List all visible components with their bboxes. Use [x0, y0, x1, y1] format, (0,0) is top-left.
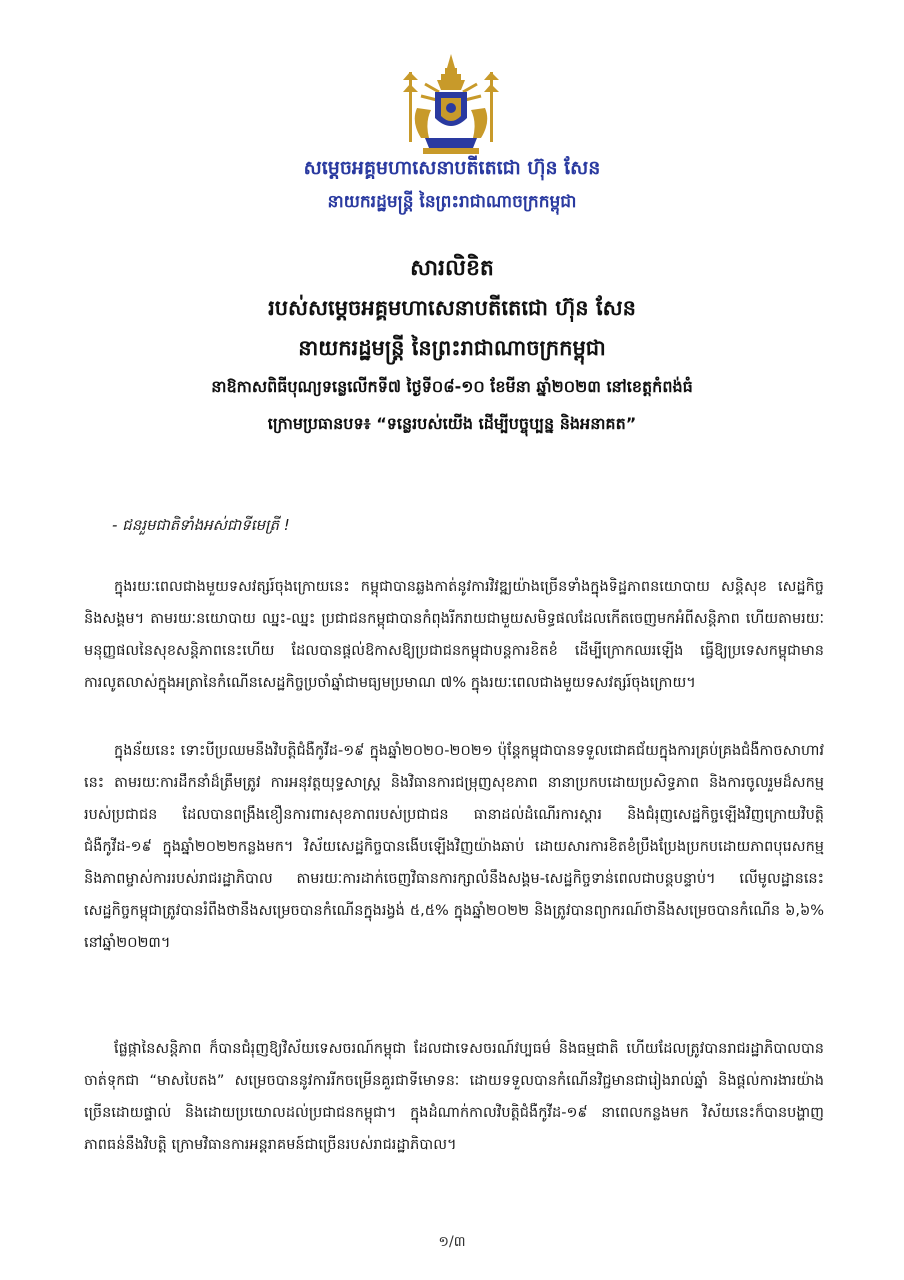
title-occasion: នាឱកាសពិធីបុណ្យទន្លេលើកទី៧ ថ្ងៃទី០៨-១០ ខែមីនា ឆ្នាំ២០២៣ នៅខេត្តកំពង់ធំ	[211, 377, 693, 396]
body-paragraph-3: ផ្លែផ្កានៃសន្តិភាព ក៏បានជំរុញឱ្យវិស័យទេសចរណ៍កម្ពុជា ដែលជាទេសចរណ៍វប្បធម៌ និងធម្មជាតិ ហើយដែលត្រូវបានរាជរដ្ឋាភិបាលបានចាត់ទុកជា “មាសបៃតង” សម្រេចបាននូវការរីកចម្រើនគួរជាទីមោទនៈ ដោយទទួលបានកំណើនវិជ្ជមានជារៀងរាល់ឆ្នាំ និងផ្តល់ការងារយ៉ាងច្រើនដោយផ្ទាល់ និងដោយប្រយោលដល់ប្រជាជនកម្ពុជា។ ក្នុងដំណាក់កាលវិបត្តិជំងឺកូវីដ-១៩ នាពេលកន្លងមក វិស័យនេះក៏បានបង្ហាញភាពធន់នឹងវិបត្តិ ក្រោមវិធានការអន្តរាគមន៍ជាច្រើនរបស់រាជរដ្ឋាភិបាល។	[84, 1040, 824, 1153]
salutation: - ជនរួមជាតិទាំងអស់ជាទីមេត្រី !	[112, 516, 290, 534]
page-number: ១/៣	[438, 1234, 466, 1250]
document-title-block	[60, 250, 844, 442]
title-theme: ក្រោមប្រធានបទ៖ “ទន្លេរបស់យើង ដើម្បីបច្ចុប្បន្ន និងអនាគត”	[267, 414, 637, 433]
body-paragraph-1: ក្នុងរយៈពេលជាងមួយទសវត្សរ៍ចុងក្រោយនេះ កម្ពុជាបានឆ្លងកាត់នូវការវិវឌ្ឍយ៉ាងច្រើនទាំងក្នុងទិដ្ឋភាពនយោបាយ សន្តិសុខ សេដ្ឋកិច្ច និងសង្គម។ តាមរយៈនយោបាយ ឈ្នះ-ឈ្នះ ប្រជាជនកម្ពុជាបានកំពុងរីករាយជាមួយសមិទ្ធផលដែលកើតចេញមកអំពីសន្តិភាព ហើយតាមរយៈមនុញ្ញផលនៃសុខសន្តិភាពនេះហើយ ដែលបានផ្តល់ឱកាសឱ្យប្រជាជនកម្ពុជាបន្តការខិតខំ ដើម្បីក្រោកឈរឡើង ធ្វើឱ្យប្រទេសកម្ពុជាមានការលូតលាស់ក្នុងអត្រានៃកំណើនសេដ្ឋកិច្ចប្រចាំឆ្នាំជាមធ្យមប្រមាណ ៧% ក្នុងរយៈពេលជាងមួយទសវត្សរ៍ចុងក្រោយ។	[84, 578, 824, 691]
sender-title: នាយករដ្ឋមន្ត្រី នៃព្រះរាជាណាចក្រកម្ពុជា	[327, 192, 577, 212]
title-author-role: នាយករដ្ឋមន្ត្រី នៃព្រះរាជាណាចក្រកម្ពុជា	[298, 336, 606, 360]
royal-coat-of-arms-icon	[395, 50, 507, 162]
title-author: របស់សម្តេចអគ្គមហាសេនាបតីតេជោ ហ៊ុន សែន	[268, 296, 636, 320]
document-title: សារលិខិត	[410, 256, 494, 281]
sender-name: សម្តេចអគ្គមហាសេនាបតីតេជោ ហ៊ុន សែន	[303, 157, 601, 179]
body-paragraph-2: ក្នុងន័យនេះ ទោះបីប្រឈមនឹងវិបត្តិជំងឺកូវីដ-១៩ ក្នុងឆ្នាំ២០២០-២០២១ ប៉ុន្តែកម្ពុជាបានទទួលជោគជ័យក្នុងការគ្រប់គ្រងជំងឺកាចសាហាវនេះ តាមរយៈការដឹកនាំដ៏ត្រឹមត្រូវ ការអនុវត្តយុទ្ធសាស្ត្រ និងវិធានការជម្រុញសុខភាព នានាប្រកបដោយប្រសិទ្ធភាព និងការចូលរួមដ៏សកម្មរបស់ប្រជាជន ដែលបានពង្រឹងខឿនការពារសុខភាពរបស់ប្រជាជន ធានាដល់ដំណើរការស្តារ និងជំរុញសេដ្ឋកិច្ចឡើងវិញក្រោយវិបត្តិជំងឺកូវីដ-១៩ ក្នុងឆ្នាំ២០២២កន្លងមក។ វិស័យសេដ្ឋកិច្ចបានងើបឡើងវិញយ៉ាងឆាប់ ដោយសារការខិតខំប្រឹងប្រែងប្រកបដោយភាពបុរេសកម្ម និងភាពម្ចាស់ការរបស់រាជរដ្ឋាភិបាល តាមរយៈការដាក់ចេញវិធានការក្សាលំនឹងសង្គម-សេដ្ឋកិច្ចទាន់ពេលជាបន្តបន្ទាប់។ លើមូលដ្ឋាននេះ សេដ្ឋកិច្ចកម្ពុជាត្រូវបានរំពឹងថានឹងសម្រេចបានកំណើនក្នុងរង្វង់ ៥,៥% ក្នុងឆ្នាំ២០២២ និងត្រូវបានព្យាករណ៍ថានឹងសម្រេចបានកំណើន ៦,៦% នៅឆ្នាំ២០២៣។	[84, 742, 824, 951]
